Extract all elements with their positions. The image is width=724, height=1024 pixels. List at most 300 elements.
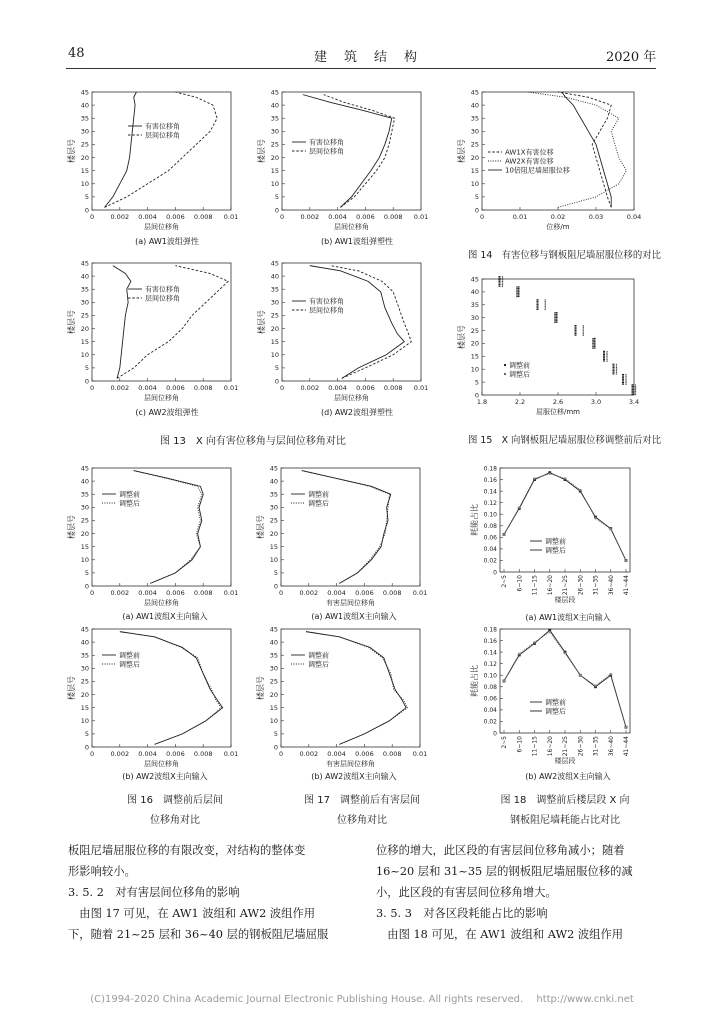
y-tick-label: 10 (269, 556, 278, 565)
scatter-point (616, 370, 617, 371)
scatter-point (556, 317, 558, 318)
y-tick-label: 0.08 (483, 523, 497, 531)
series-line (302, 471, 390, 584)
y-axis-label: 楼层号 (67, 676, 76, 700)
scatter-point (592, 348, 593, 349)
legend-label: 层间位移角 (309, 147, 344, 156)
legend-label: 调整前 (509, 361, 530, 370)
scatter-point (622, 384, 624, 385)
y-tick-label: 5 (84, 364, 89, 373)
scatter-point (545, 309, 546, 310)
x-tick-label: 11~15 (531, 736, 539, 757)
x-tick-label: 41~44 (623, 575, 630, 596)
y-tick-label: 0 (84, 206, 89, 215)
scatter-point (603, 356, 605, 357)
scatter-point (554, 322, 555, 323)
x-tick-label: 0.002 (110, 589, 130, 597)
y-tick-label: 40 (80, 272, 89, 281)
y-tick-label: 0 (474, 206, 479, 215)
scatter-point (592, 344, 593, 345)
y-tick-label: 0 (273, 743, 278, 752)
y-tick-label: 45 (470, 88, 479, 97)
x-axis-label: 屈服位移/mm (536, 408, 580, 416)
scatter-point (583, 330, 584, 331)
scatter-point (499, 281, 501, 282)
scatter-point (499, 284, 501, 285)
series-line (117, 266, 228, 379)
series-marker (579, 674, 581, 676)
y-tick-label: 25 (470, 140, 479, 149)
scatter-point (613, 370, 615, 371)
y-tick-label: 20 (269, 690, 278, 699)
scatter-point (499, 278, 501, 279)
figure-18-line1: 图 18 调整前后楼层段 X 向 (500, 795, 630, 806)
chart-fig15 (457, 275, 640, 416)
scatter-point (606, 354, 607, 355)
y-tick-label: 0 (84, 743, 89, 752)
y-tick-label: 10 (270, 351, 279, 360)
x-tick-label: 0.006 (355, 589, 374, 597)
scatter-point (545, 301, 546, 302)
legend-label: 调整后 (509, 370, 530, 379)
scatter-point (499, 286, 501, 287)
y-tick-label: 35 (470, 301, 479, 310)
legend-label: 调整前 (545, 698, 566, 707)
y-tick-label: 40 (470, 288, 479, 297)
y-tick-label: 10 (80, 556, 89, 565)
scatter-point (594, 339, 596, 340)
x-tick-label: 2.6 (552, 398, 564, 406)
legend-label: AW2X有害位移 (505, 157, 554, 166)
scatter-point (616, 369, 617, 370)
scatter-point (594, 347, 596, 348)
scatter-point (537, 302, 539, 303)
x-tick-label: 41~44 (623, 736, 630, 757)
scatter-point (556, 314, 558, 315)
x-tick-label: 0.01 (512, 213, 528, 221)
scatter-point (625, 377, 626, 378)
x-tick-label: 0.03 (588, 213, 604, 221)
scatter-point (499, 276, 501, 277)
axis-frame (500, 629, 630, 733)
legend-label: 调整后 (119, 660, 140, 669)
x-tick-label: 0.01 (223, 213, 239, 221)
series-marker (533, 641, 535, 643)
scatter-point (616, 372, 617, 373)
x-tick-label: 0.002 (299, 750, 319, 758)
x-tick-label: 0 (278, 750, 284, 758)
x-tick-label: 0.006 (356, 213, 375, 221)
scatter-point (554, 314, 555, 315)
y-tick-label: 0.02 (483, 557, 497, 565)
x-tick-label: 0.004 (138, 213, 157, 221)
series-line (120, 632, 223, 745)
x-tick-label: 21~25 (562, 736, 569, 757)
scatter-point (502, 281, 503, 282)
x-tick-label: 0.004 (328, 213, 347, 221)
y-tick-label: 40 (80, 638, 89, 647)
caption-fig13d: (d) AW2波组弹塑性 (321, 408, 393, 417)
y-axis-label: 楼层号 (67, 515, 76, 539)
y-axis-label: 耗能占比 (470, 665, 479, 697)
y-tick-label: 25 (80, 516, 89, 525)
x-tick-label: 36~40 (607, 736, 615, 757)
y-tick-label: 0.12 (483, 660, 497, 668)
year: 2020 年 (606, 50, 657, 65)
y-tick-label: 30 (80, 503, 89, 512)
x-tick-label: 16~20 (546, 575, 554, 596)
scatter-point (556, 315, 558, 316)
x-tick-label: 0.006 (166, 589, 185, 597)
chart-fig17a (256, 464, 428, 607)
scatter-point (583, 328, 584, 329)
y-tick-label: 5 (84, 569, 89, 578)
scatter-point (606, 356, 607, 357)
series-marker (610, 673, 612, 675)
chart-fig13c (67, 259, 239, 402)
scatter-point (583, 333, 584, 334)
scatter-point (516, 286, 517, 287)
scatter-point (613, 373, 615, 374)
scatter-point (554, 312, 555, 313)
scatter-point (554, 319, 555, 320)
y-tick-label: 30 (470, 127, 479, 136)
x-tick-label: 0.01 (223, 589, 239, 597)
scatter-point (575, 330, 577, 331)
scatter-point (554, 320, 555, 321)
y-tick-label: 0.10 (483, 672, 497, 680)
scatter-point (502, 276, 503, 277)
y-tick-label: 0.06 (483, 695, 497, 703)
legend-label: 有害位移角 (145, 122, 180, 131)
figure-17-line1: 图 17 调整前后有害层间 (304, 795, 420, 806)
body-heading: 3. 5. 2 对有害层间位移角的影响 (68, 886, 240, 899)
y-tick-label: 5 (273, 730, 278, 739)
x-tick-label: 2~5 (501, 575, 508, 588)
series-marker (549, 631, 551, 633)
legend-label: 调整前 (545, 537, 566, 546)
x-tick-label: 2~5 (501, 736, 508, 749)
y-tick-label: 30 (270, 298, 279, 307)
legend-label: 调整前 (308, 490, 329, 499)
x-tick-label: 0.01 (412, 750, 428, 758)
y-tick-label: 35 (470, 114, 479, 123)
scatter-point (594, 343, 596, 344)
scatter-point (537, 304, 539, 305)
scatter-point (545, 302, 546, 303)
legend-label: 层间位移角 (145, 131, 180, 140)
y-tick-label: 40 (80, 101, 89, 110)
x-tick-label: 0.008 (193, 384, 213, 392)
y-tick-label: 0.16 (483, 476, 497, 484)
series-marker (625, 559, 627, 561)
y-tick-label: 0 (274, 377, 279, 386)
scatter-point (622, 376, 624, 377)
scatter-point (632, 391, 634, 392)
y-tick-label: 45 (80, 464, 89, 473)
chart-fig18b (470, 626, 635, 765)
y-tick-label: 5 (474, 378, 479, 387)
scatter-point (603, 357, 605, 358)
scatter-point (632, 394, 634, 395)
x-tick-label: 0.04 (626, 213, 642, 221)
scatter-point (632, 384, 634, 385)
y-tick-label: 0 (474, 391, 479, 400)
series-line (562, 92, 611, 207)
x-tick-label: 0.002 (300, 213, 320, 221)
scatter-point (575, 325, 577, 326)
y-tick-label: 0.12 (483, 499, 497, 507)
x-tick-label: 0 (278, 589, 284, 597)
x-tick-label: 0.002 (110, 750, 130, 758)
scatter-point (632, 392, 634, 393)
x-tick-label: 26~30 (577, 575, 585, 596)
scatter-point (575, 328, 577, 329)
y-tick-label: 0.14 (483, 488, 497, 496)
scatter-point (613, 364, 615, 365)
y-axis-label: 楼层号 (67, 310, 76, 334)
chart-fig13a (67, 88, 239, 231)
scatter-point (545, 306, 546, 307)
series-marker (594, 517, 596, 519)
series-marker (518, 653, 520, 655)
scatter-point (613, 372, 615, 373)
y-tick-label: 45 (80, 625, 89, 634)
legend-swatch (504, 373, 506, 375)
scatter-point (632, 386, 634, 387)
scatter-point (537, 306, 539, 307)
scatter-point (583, 325, 584, 326)
scatter-point (518, 288, 520, 289)
scatter-point (606, 351, 607, 352)
x-tick-label: 0.004 (138, 589, 157, 597)
scatter-point (622, 379, 624, 380)
caption-fig13a: (a) AW1波组弹性 (135, 237, 199, 246)
scatter-point (625, 382, 626, 383)
y-tick-label: 0 (273, 582, 278, 591)
caption-fig13c: (c) AW2波组弹性 (135, 408, 199, 417)
y-tick-label: 35 (80, 490, 89, 499)
x-tick-label: 0.008 (383, 213, 403, 221)
y-tick-label: 10 (470, 180, 479, 189)
x-tick-label: 0.01 (413, 384, 429, 392)
legend-label: 调整前 (308, 651, 329, 660)
series-marker (503, 533, 505, 535)
y-tick-label: 5 (274, 364, 279, 373)
body-line: 形影响较小。 (68, 865, 136, 878)
series-line (134, 471, 204, 584)
series-marker (594, 684, 596, 686)
y-tick-label: 0 (84, 377, 89, 386)
scatter-point (625, 379, 626, 380)
x-tick-label: 0.006 (166, 750, 185, 758)
body-line: 位移的增大，此区段的有害层间位移角减小；随着 (376, 844, 625, 857)
scatter-point (516, 290, 517, 291)
x-tick-label: 16~20 (546, 736, 554, 757)
y-tick-label: 20 (269, 529, 278, 538)
y-tick-label: 30 (80, 664, 89, 673)
y-tick-label: 35 (270, 114, 279, 123)
y-tick-label: 30 (269, 503, 278, 512)
y-tick-label: 25 (269, 516, 278, 525)
figure-16-title (100, 791, 250, 831)
x-axis-label: 位移/m (546, 223, 570, 231)
legend-label: 调整后 (545, 546, 566, 555)
y-tick-label: 15 (80, 703, 89, 712)
x-tick-label: 3.0 (590, 398, 602, 406)
y-tick-label: 45 (269, 625, 278, 634)
x-tick-label: 26~30 (577, 736, 585, 757)
y-axis-label: 楼层号 (256, 515, 265, 539)
figure-17-title (282, 791, 442, 831)
y-tick-label: 0.14 (483, 649, 497, 657)
legend-label: 层间位移角 (145, 294, 180, 303)
scatter-point (606, 360, 607, 361)
y-axis-label: 耗能占比 (470, 504, 479, 536)
chart-fig16a (67, 464, 239, 607)
series-marker (579, 489, 581, 491)
x-axis-label: 层间位移角 (144, 760, 179, 768)
x-tick-label: 0.02 (550, 213, 566, 221)
scatter-point (594, 344, 596, 345)
legend-label: 有害位移角 (309, 297, 344, 306)
y-tick-label: 0.08 (483, 684, 497, 692)
y-tick-label: 30 (269, 664, 278, 673)
scatter-point (603, 351, 605, 352)
y-tick-label: 25 (470, 326, 479, 335)
y-tick-label: 5 (273, 569, 278, 578)
x-tick-label: 1.8 (476, 398, 488, 406)
page-number: 48 (68, 46, 85, 61)
x-tick-label: 0 (279, 384, 285, 392)
scatter-point (516, 296, 517, 297)
series-marker (503, 680, 505, 682)
axis-frame (282, 263, 421, 381)
y-tick-label: 20 (270, 153, 279, 162)
scatter-point (516, 288, 517, 289)
y-tick-label: 15 (269, 542, 278, 551)
scatter-point (616, 365, 617, 366)
y-tick-label: 0 (493, 569, 497, 577)
series-marker (564, 652, 566, 654)
y-tick-label: 40 (80, 477, 89, 486)
figure-14-title: 图 14 有害位移与钢板阻尼墙屈服位移的对比 (468, 250, 662, 261)
scatter-point (575, 331, 577, 332)
series-line (306, 632, 406, 745)
y-tick-label: 25 (80, 140, 89, 149)
y-tick-label: 0 (84, 582, 89, 591)
scatter-point (556, 322, 558, 323)
x-tick-label: 0 (89, 750, 95, 758)
y-tick-label: 20 (470, 153, 479, 162)
scatter-point (537, 301, 539, 302)
scatter-point (499, 282, 501, 283)
scatter-point (635, 384, 636, 385)
series-line (134, 471, 202, 584)
x-tick-label: 0.004 (327, 750, 346, 758)
x-axis-label: 层间位移角 (144, 394, 179, 402)
y-tick-label: 0.16 (483, 637, 497, 645)
legend-label: 调整前 (119, 651, 140, 660)
y-tick-label: 40 (270, 101, 279, 110)
y-tick-label: 0.04 (483, 707, 497, 715)
body-text-left (68, 840, 350, 945)
scatter-point (545, 304, 546, 305)
scatter-point (622, 380, 624, 381)
x-tick-label: 21~25 (562, 575, 569, 596)
scatter-point (635, 388, 636, 389)
figure-16-line2: 位移角对比 (150, 815, 200, 826)
x-tick-label: 0.002 (299, 589, 319, 597)
x-axis-label: 楼层段 (554, 757, 576, 765)
y-tick-label: 15 (470, 166, 479, 175)
y-tick-label: 40 (470, 101, 479, 110)
scatter-point (622, 374, 624, 375)
y-tick-label: 15 (270, 337, 279, 346)
x-tick-label: 0.01 (223, 384, 239, 392)
scatter-point (545, 299, 546, 300)
y-tick-label: 25 (269, 677, 278, 686)
x-tick-label: 0.008 (193, 213, 213, 221)
scatter-point (575, 335, 577, 336)
caption-fig13b: (b) AW1波组弹塑性 (321, 237, 393, 246)
x-tick-label: 0.008 (193, 750, 213, 758)
scatter-point (518, 286, 520, 287)
y-tick-label: 35 (80, 114, 89, 123)
series-line (113, 266, 131, 379)
y-tick-label: 15 (270, 166, 279, 175)
y-tick-label: 20 (270, 324, 279, 333)
scatter-point (594, 341, 596, 342)
chart-fig14 (457, 88, 642, 231)
scatter-point (603, 352, 605, 353)
scatter-point (603, 354, 605, 355)
y-tick-label: 45 (270, 88, 279, 97)
scatter-point (499, 279, 501, 280)
y-tick-label: 0.18 (483, 465, 497, 473)
y-axis-label: 楼层号 (257, 139, 266, 163)
caption-fig16b: (b) AW2波组X主向输入 (122, 772, 208, 781)
chart-fig13d (257, 259, 429, 402)
x-axis-label: 楼层段 (554, 596, 576, 604)
x-tick-label: 0 (479, 213, 485, 221)
scatter-point (635, 392, 636, 393)
y-tick-label: 20 (470, 339, 479, 348)
axis-frame (281, 468, 420, 586)
scatter-point (583, 327, 584, 328)
y-tick-label: 20 (80, 690, 89, 699)
scatter-point (632, 387, 634, 388)
scatter-point (556, 318, 558, 319)
scatter-point (616, 364, 617, 365)
scatter-point (625, 376, 626, 377)
y-tick-label: 10 (80, 180, 89, 189)
body-line: 板阻尼墙屈服位移的有限改变，对结构的整体变 (68, 844, 306, 857)
y-tick-label: 0.18 (483, 626, 497, 634)
scatter-point (575, 327, 577, 328)
y-tick-label: 45 (80, 259, 89, 268)
legend-swatch (504, 364, 506, 366)
x-tick-label: 31~35 (592, 736, 600, 757)
y-tick-label: 15 (269, 703, 278, 712)
x-tick-label: 0.004 (138, 384, 157, 392)
series-line (120, 632, 221, 745)
figure-15-title: 图 15 X 向钢板阻尼墙屈服位移调整前后对比 (468, 435, 662, 446)
x-tick-label: 0.008 (193, 589, 213, 597)
series-marker (564, 477, 566, 479)
series-marker (625, 726, 627, 728)
scatter-point (625, 374, 626, 375)
